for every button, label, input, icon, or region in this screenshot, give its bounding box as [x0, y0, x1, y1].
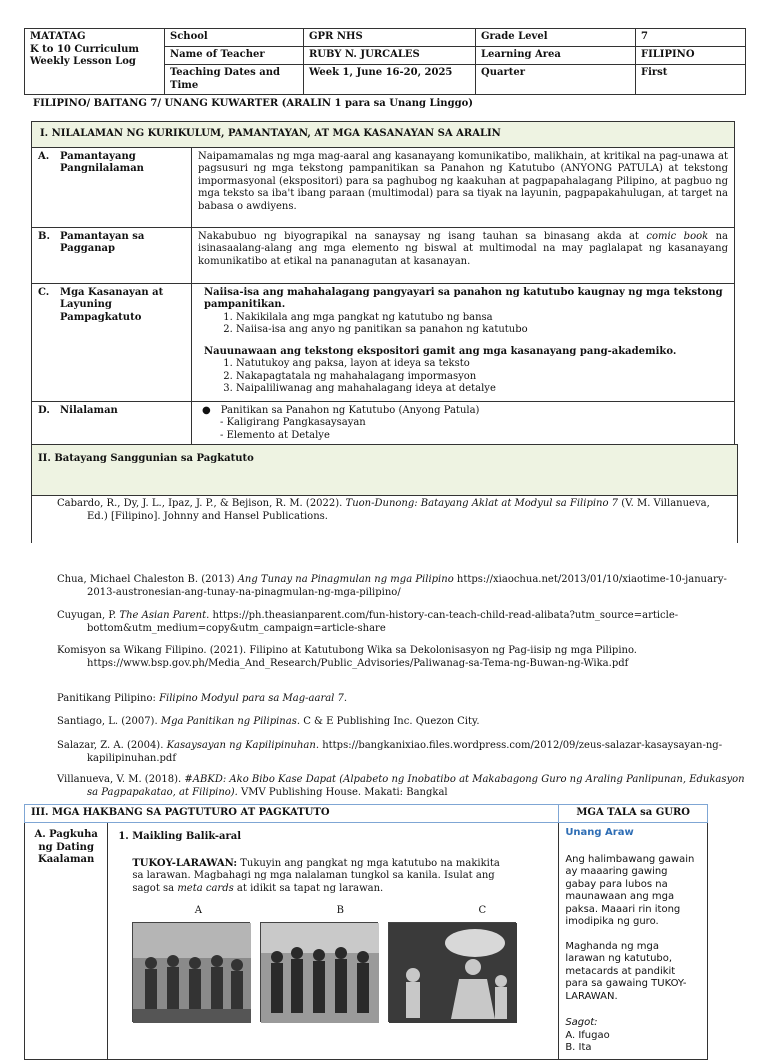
row-a-label-cell [32, 147, 192, 227]
row-b-text-1: Nakabubuo ng biyograpikal na sanaysay ng isang tauhan sa binasang akda at [198, 230, 639, 242]
tukoy-instructions: TUKOY-LARAWAN: Tukuyin ang pangkat ng mga katutubo na makikita sa larawan. Magbahagi ng mga nalalaman tungkol sa kanila. Isulat ang sagot sa meta cards at idikit sa tapat ng larawan. [132, 857, 500, 894]
teacher-value: RUBY N. JURCALES [304, 47, 476, 65]
photo-c-image [388, 922, 516, 1022]
list-item: 3. Naipaliliwanag ang mahahalagang ideya at detalye [236, 383, 728, 396]
curriculum-cell [25, 29, 165, 95]
list-item: - Elemento at Detalye [220, 430, 728, 443]
reference-item: Cuyugan, P. The Asian Parent. https://ph.theasianparent.com/fun-history-can-teach-child-read-alibata?utm_source=article-bottom&utm_medium=copy&utm_campaign=article-share [57, 610, 679, 634]
photo-row [118, 922, 548, 1022]
school-value: GPR NHS [304, 29, 476, 47]
list-item: 2. Naiisa-isa ang anyo ng panitikan sa panahon ng katutubo [236, 324, 728, 337]
sagot-item: A. Ifugao [565, 1029, 610, 1041]
area-label: Learning Area [476, 47, 636, 65]
row-b-label-cell [32, 227, 192, 283]
row-b-text-2: na isinasaalang-alang ang mga elemento ng biswal at multimodal na may paglalapat ng kasanayang komunikatibo at etikal na pananagutan at kasanayan. [198, 230, 729, 267]
tukoy-label: TUKOY-LARAWAN: [132, 857, 238, 869]
area-value: FILIPINO [636, 47, 746, 65]
dates-label: Teaching Dates and Time [165, 65, 304, 95]
reference-item: Chua, Michael Chaleston B. (2013) Ang Tunay na Pinagmulan ng mga Pilipino https://xiaochua.net/2013/01/10/xiaotime-10-january-2013-austronesian-ang-tunay-na-pinagmulan-ng-mga-pilipino/ [57, 574, 727, 598]
curriculum-title: K to 10 Curriculum Weekly Lesson Log [30, 43, 139, 67]
notes-paragraph-1: Ang halimbawang gawain ay maaaring gawing gabay para lubos na maunawaan ang mga paksa. Maaari rin itong imodipika ng guro. [565, 853, 695, 927]
section1-title: I. NILALAMAN NG KURIKULUM, PAMANTAYAN, AT MGA KASANAYAN SA ARALIN [32, 122, 735, 148]
photo-label-b: B [336, 905, 344, 916]
row-a-text: Naipamamalas ng mga mag-aaral ang kasanayang komunikatibo, malikhain, at kritikal na pag-unawa at pagsusuri ng mga tekstong pampanitikan sa Panahon ng Katutubo (ANYONG PATULA) at tekstong impormasyonal (ekspositori) para sa paghubog ng kaakuhan at pagpapahalagang Pilipino, at pagbuo ng mga teksto sa iba't ibang paraan (multimodal) para sa tiyak na layunin, pagpapakahulugan, at target na babasa o awdiyens. [192, 147, 735, 227]
photo-labels [118, 905, 548, 918]
dates-value: Week 1, June 16-20, 2025 [304, 65, 476, 95]
quarter-value: First [636, 65, 746, 95]
row-c-heading-1: Naiisa-isa ang mahahalagang pangyayari sa panahon ng katutubo kaugnay ng mga tekstong pampanitikan. [204, 286, 723, 310]
bullet-icon: ● [202, 404, 211, 416]
notes-cell [559, 823, 708, 1060]
photo-b-image [260, 922, 378, 1022]
step-a-label: A. Pagkuha ng Dating Kaalaman [25, 823, 108, 1060]
row-b-text-em: comic book [646, 230, 709, 242]
section1-table [31, 121, 735, 446]
reference-item: Komisyon sa Wikang Filipino. (2021). Filipino at Katutubong Wika sa Dekolonisasyon ng Pag-iisip ng mga Pilipino. https://www.bsp.gov.ph/Media_And_Research/Public_Advisories/Paliwanag-sa-Tema-ng-Buwan-ng-Wika.pdf [57, 645, 637, 669]
row-c-label-cell [32, 283, 192, 401]
row-b-label: Pamantayan sa Pagganap [60, 230, 145, 254]
reference-item: Santiago, L. (2007). Mga Panitikan ng Pilipinas. C & E Publishing Inc. Quezon City. [57, 716, 480, 727]
step-title: 1. Maikling Balik-aral [118, 831, 242, 842]
notes-title: MGA TALA sa GURO [559, 805, 708, 823]
teacher-label: Name of Teacher [165, 47, 304, 65]
section3-table [24, 804, 708, 1060]
header-table [24, 28, 746, 95]
notes-day: Unang Araw [565, 827, 634, 838]
row-c-num: C. [38, 286, 50, 298]
list-item: - Kaligirang Pangkasaysayan [220, 417, 728, 430]
row-c-content [192, 283, 735, 401]
matatag-label: MATATAG [30, 31, 86, 42]
step-a-content [108, 823, 559, 1060]
lesson-subline: FILIPINO/ BAITANG 7/ UNANG KUWARTER (ARALIN 1 para sa Unang Linggo) [33, 98, 473, 109]
grade-value: 7 [636, 29, 746, 47]
reference-item: Cabardo, R., Dy, J. L., Ipaz, J. P., & Bejison, R. M. (2022). Tuon-Dunong: Batayang Aklat at Modyul sa Filipino 7 (V. M. Villanueva, Ed.) [Filipino]. Johnny and Hansel Publications. [57, 498, 710, 522]
row-c-list-2 [236, 358, 728, 396]
row-d-bullet: Panitikan sa Panahon ng Katutubo (Anyong Patula) [220, 404, 480, 416]
row-b-text-cell [192, 227, 735, 283]
quarter-label: Quarter [476, 65, 636, 95]
photo-label-a: A [194, 905, 202, 916]
section2-title: II. Batayang Sanggunian sa Pagkatuto [31, 444, 738, 496]
row-c-list-1 [236, 312, 728, 337]
row-a-num: A. [38, 150, 50, 162]
reference-item: Panitikang Pilipino: Filipino Modyul para sa Mag-aaral 7. [57, 693, 348, 704]
grade-label: Grade Level [476, 29, 636, 47]
reference-item: Villanueva, V. M. (2018). #ABKD: Ako Bibo Kase Dapat (Alpabeto ng Inobatibo at Makabagong Guro ng Araling Panlipunan, Edukasyon sa Pagpapakatao, at Filipino). VMV Publishing House. Makati: Bangkal [57, 774, 745, 798]
row-d-content [192, 401, 735, 446]
row-a-label: Pamantayang Pangnilalaman [60, 150, 144, 174]
list-item: 2. Nakapagtatala ng mahahalagang impormasyon [236, 371, 728, 384]
row-d-label-cell [32, 401, 192, 446]
sagot-label: Sagot: [565, 1017, 598, 1028]
photo-a-image [132, 922, 250, 1022]
list-item: 1. Nakikilala ang mga pangkat ng katutubo ng bansa [236, 312, 728, 325]
section3-title: III. MGA HAKBANG SA PAGTUTURO AT PAGKATUTO [25, 805, 559, 823]
row-c-heading-2: Nauunawaan ang tekstong ekspositori gamit ang mga kasanayang pang-akademiko. [204, 345, 677, 357]
list-item: 1. Natutukoy ang paksa, layon at ideya sa teksto [236, 358, 728, 371]
reference-item: Salazar, Z. A. (2004). Kasaysayan ng Kapilipinuhan. https://bangkanixiao.files.wordpress.com/2012/09/zeus-salazar-kasaysayan-ng-kapilipinuhan.pdf [57, 740, 723, 764]
row-d-label: Nilalaman [60, 404, 118, 416]
row-d-sublist [220, 417, 728, 442]
school-label: School [165, 29, 304, 47]
photo-label-c: C [478, 905, 487, 916]
notes-paragraph-2: Maghanda ng mga larawan ng katutubo, metacards at pandikit para sa gawaing TUKOY-LARAWAN. [565, 940, 687, 1002]
row-d-num: D. [38, 404, 50, 416]
sagot-item: B. Ita [565, 1042, 592, 1053]
row-c-label: Mga Kasanayan at Layuning Pampagkatuto [60, 286, 164, 323]
row-b-num: B. [38, 230, 50, 242]
